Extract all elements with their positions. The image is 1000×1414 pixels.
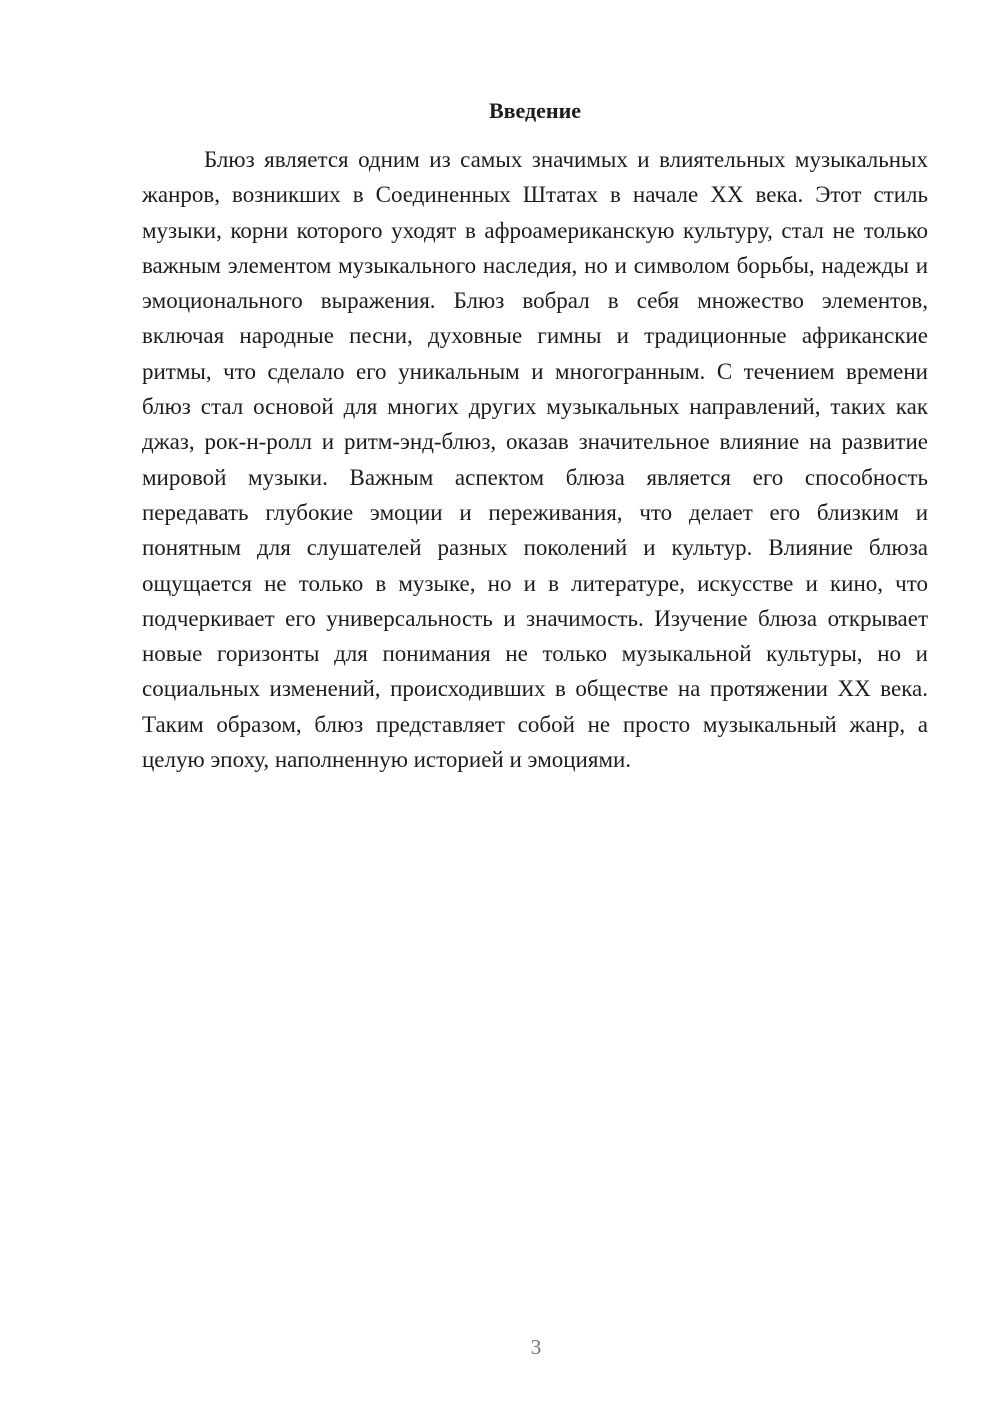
body-paragraph: Блюз является одним из самых значимых и влиятельных музыкальных жанров, возникших в Соединенных Штатах в начале XX века. Этот стиль музыки, корни которого уходят в афроамериканскую культуру, стал не только важным элементом музыкального наследия, но и символом борьбы, надежды и эмоционального выражения. Блюз вобрал в себя множество элементов, включая народные песни, духовные гимны и традиционные африканские ритмы, что сделало его уникальным и многогранным. С течением времени блюз стал основой для многих других музыкальных направлений, таких как джаз, рок-н-ролл и ритм-энд-блюз, оказав значительное влияние на развитие мировой музыки. Важным аспектом блюза является его способность передавать глубокие эмоции и переживания, что делает его близким и понятным для слушателей разных поколений и культур. Влияние блюза ощущается не только в музыке, но и в литературе, искусстве и кино, что подчеркивает его универсальность и значимость. Изучение блюза открывает новые горизонты для понимания не только музыкальной культуры, но и социальных изменений, происходивших в обществе на протяжении XX века. Таким образом, блюз представляет собой не просто музыкальный жанр, а целую эпоху, наполненную историей и эмоциями.	[142, 147, 928, 773]
section-heading: Введение	[488, 98, 582, 123]
page-number: 3	[530, 1335, 542, 1359]
